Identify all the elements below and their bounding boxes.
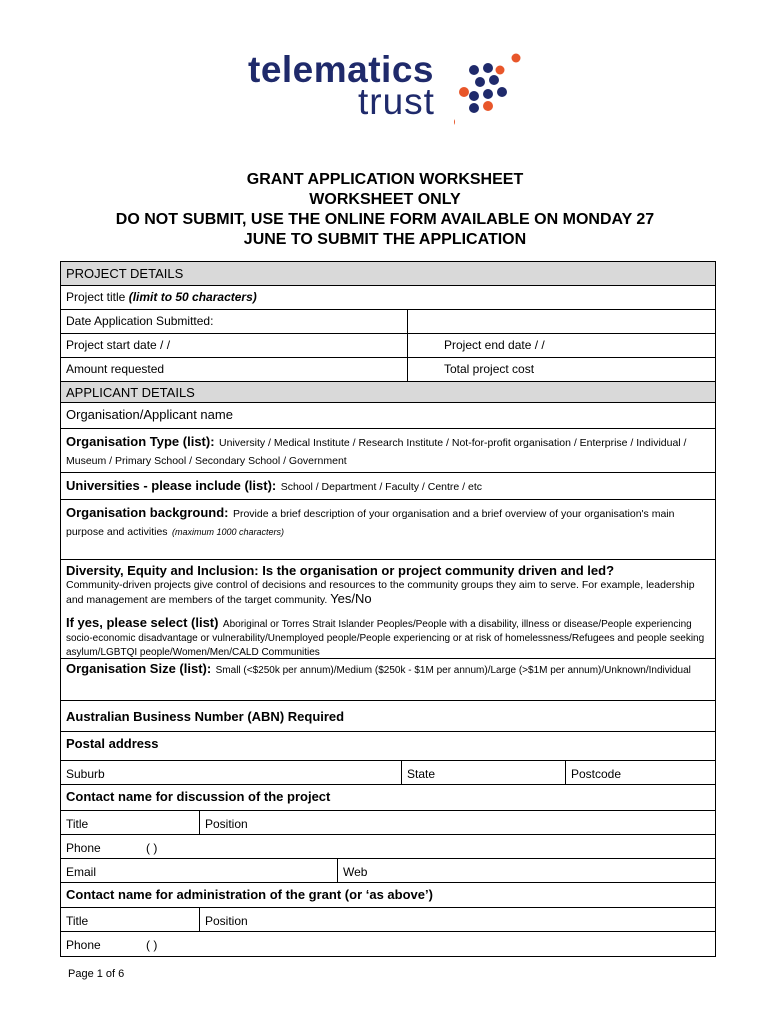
universities-label: Universities - please include (list): xyxy=(66,478,277,493)
org-size-label: Organisation Size (list): xyxy=(66,661,212,676)
contact-position-field[interactable]: Position xyxy=(199,811,715,834)
logo-text-trust: trust xyxy=(358,81,435,122)
org-background-label: Organisation background: xyxy=(66,505,229,520)
org-name-field[interactable]: Organisation/Applicant name xyxy=(61,403,715,429)
abn-field[interactable]: Australian Business Number (ABN) Required xyxy=(61,701,715,732)
dei-label: Diversity, Equity and Inclusion: Is the organisation or project community driven and led? xyxy=(66,563,615,578)
logo-text-telematics: telematics xyxy=(248,49,434,90)
dei-field[interactable] xyxy=(61,560,715,659)
org-background-text: Provide a brief description of your organisation and a brief overview of your organisation's main purpose and activities xyxy=(66,508,675,538)
date-submitted-label: Date Application Submitted: xyxy=(66,314,214,328)
contact-phone-row[interactable] xyxy=(61,835,715,859)
telematics-trust-logo xyxy=(244,40,534,132)
dei-text: Community-driven projects give control of decisions and resources to the community groups they aim to serve. For example, leadership and management are members of the target community. xyxy=(66,579,695,606)
suburb-row xyxy=(61,761,715,785)
application-form xyxy=(60,261,716,957)
contact-email-row xyxy=(61,859,715,883)
title-line: WORKSHEET ONLY xyxy=(309,191,461,208)
worksheet-title xyxy=(0,170,770,250)
admin-title-field[interactable]: Title xyxy=(66,914,89,928)
project-end-date-field[interactable]: Project end date / / xyxy=(407,334,715,357)
org-size-options: Small (<$250k per annum)/Medium ($250k - $1M per annum)/Large (>$1M per annum)/Unknown/Individual xyxy=(215,665,691,676)
title-line: DO NOT SUBMIT, USE THE ONLINE FORM AVAILABLE ON MONDAY 27 xyxy=(115,211,655,228)
dei-yes-no[interactable]: Yes/No xyxy=(330,591,372,606)
contact-title-row xyxy=(61,811,715,835)
date-submitted-field[interactable] xyxy=(407,310,715,333)
org-type-label: Organisation Type (list): xyxy=(66,434,215,449)
org-type-field[interactable] xyxy=(61,429,715,473)
universities-options: School / Department / Faculty / Centre / etc xyxy=(280,481,483,493)
admin-phone-row[interactable] xyxy=(61,932,715,956)
total-project-cost-field[interactable]: Total project cost xyxy=(407,358,715,381)
project-title-note: (limit to 50 characters) xyxy=(128,290,257,304)
contact-project-header: Contact name for discussion of the project xyxy=(61,785,715,811)
page-number: Page 1 of 6 xyxy=(68,968,125,980)
postcode-field[interactable]: Postcode xyxy=(565,761,715,784)
org-background-note: (maximum 1000 characters) xyxy=(172,527,285,537)
contact-phone-label: Phone xyxy=(66,841,101,855)
date-submitted-row xyxy=(61,310,715,334)
org-type-options: University / Medical Institute / Research Institute / Not-for-profit organisation / Enterprise / Individual / Museum / Primary School / Secondary School / Government xyxy=(66,437,687,467)
applicant-details-header: APPLICANT DETAILS xyxy=(61,382,715,403)
admin-phone-paren: ( ) xyxy=(146,938,158,952)
project-title-field[interactable] xyxy=(61,286,715,310)
admin-title-row xyxy=(61,908,715,932)
amount-requested-field[interactable]: Amount requested xyxy=(66,362,165,376)
logo-dots-icon xyxy=(454,40,534,132)
contact-admin-header: Contact name for administration of the grant (or ‘as above’) xyxy=(61,883,715,908)
suburb-field[interactable]: Suburb xyxy=(66,767,105,781)
if-yes-options: Aboriginal or Torres Strait Islander Peoples/People with a disability, illness or disease/People experiencing socio-economic disadvantage or vulnerability/Unemployed people/People experiencing or at risk of homelessness/Refugees and people seeking asylum/LGBTQI people/Women/Men/CALD Communities xyxy=(66,619,705,658)
admin-phone-label: Phone xyxy=(66,938,101,952)
postal-address-field[interactable]: Postal address xyxy=(61,732,715,761)
title-line: GRANT APPLICATION WORKSHEET xyxy=(246,171,524,188)
org-size-field[interactable] xyxy=(61,659,715,701)
contact-web-field[interactable]: Web xyxy=(337,859,715,882)
project-title-label: Project title xyxy=(66,290,126,304)
amount-row xyxy=(61,358,715,382)
admin-position-field[interactable]: Position xyxy=(199,908,715,931)
contact-title-field[interactable]: Title xyxy=(66,817,89,831)
org-background-field[interactable] xyxy=(61,500,715,560)
project-details-header: PROJECT DETAILS xyxy=(61,262,715,286)
project-start-date-field[interactable]: Project start date / / xyxy=(66,338,171,352)
universities-field[interactable] xyxy=(61,473,715,500)
contact-email-field[interactable]: Email xyxy=(66,865,97,879)
project-dates-row xyxy=(61,334,715,358)
state-field[interactable]: State xyxy=(401,761,565,784)
contact-phone-paren: ( ) xyxy=(146,841,158,855)
if-yes-label: If yes, please select (list) xyxy=(66,615,219,630)
title-line: JUNE TO SUBMIT THE APPLICATION xyxy=(243,231,527,248)
